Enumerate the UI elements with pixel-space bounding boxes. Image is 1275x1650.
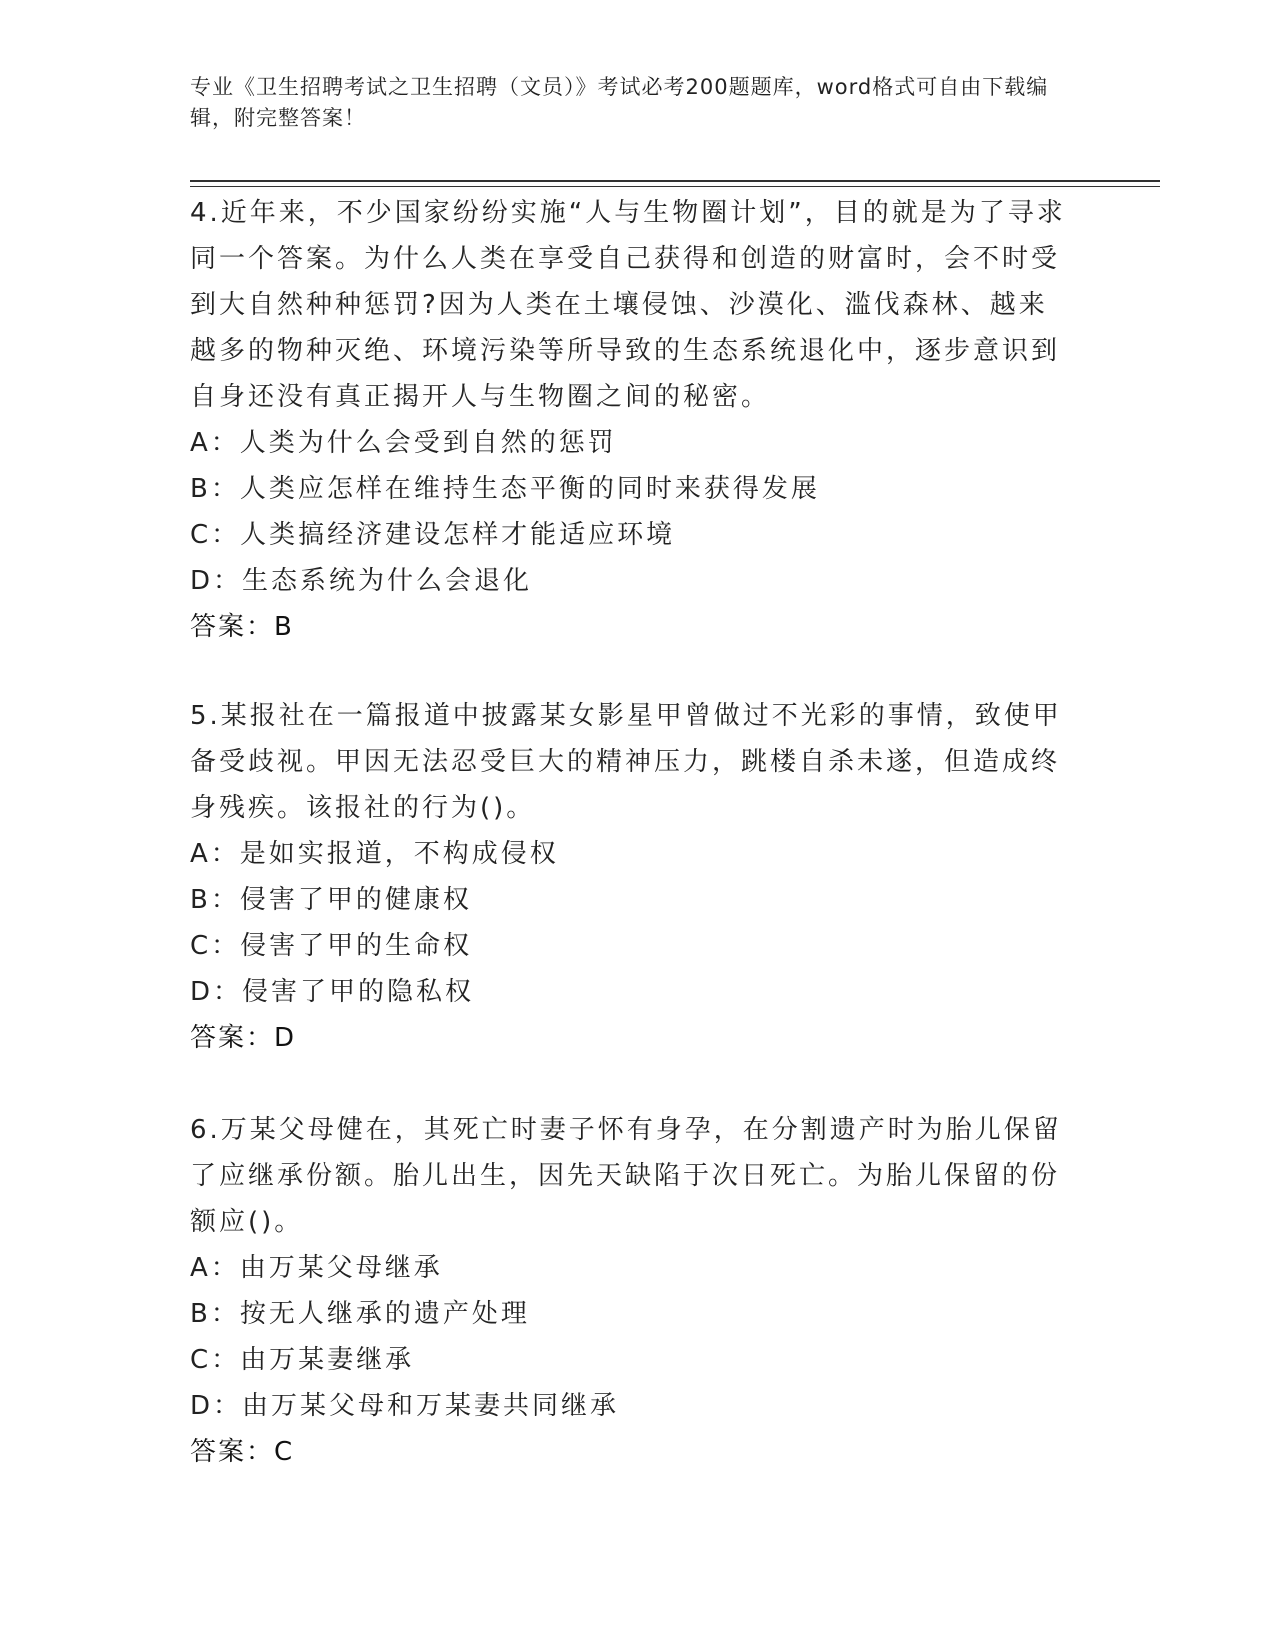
option-d: D：侵害了甲的隐私权 — [190, 977, 475, 1007]
answer-line: 答案：D — [190, 1023, 297, 1053]
header-divider-thick — [190, 180, 1160, 182]
option-a: A：由万某父母继承 — [190, 1253, 443, 1283]
option-a: A：是如实报道，不构成侵权 — [190, 839, 559, 869]
option-c: C：由万某妻继承 — [190, 1345, 415, 1375]
question-block — [190, 190, 1070, 650]
option-d: D：由万某父母和万某妻共同继承 — [190, 1391, 620, 1421]
option-b: B：按无人继承的遗产处理 — [190, 1299, 530, 1329]
question-block — [190, 1107, 1070, 1475]
option-d: D：生态系统为什么会退化 — [190, 566, 533, 596]
option-a: A：人类为什么会受到自然的惩罚 — [190, 428, 617, 458]
answer-line: 答案：C — [190, 1437, 295, 1467]
option-b: B：人类应怎样在维持生态平衡的同时来获得发展 — [190, 474, 820, 504]
question-stem: 4.近年来，不少国家纷纷实施“人与生物圈计划”，目的就是为了寻求同一个答案。为什么人类在享受自己获得和创造的财富时，会不时受到大自然种种惩罚?因为人类在土壤侵蚀、沙漠化、滥伐森林、越来越多的物种灭绝、环境污染等所导致的生态系统退化中，逐步意识到自身还没有真正揭开人与生物圈之间的秘密。 — [190, 198, 1066, 412]
question-stem: 6.万某父母健在，其死亡时妻子怀有身孕，在分割遗产时为胎儿保留了应继承份额。胎儿出生，因先天缺陷于次日死亡。为胎儿保留的份额应()。 — [190, 1115, 1062, 1237]
question-block — [190, 693, 1070, 1061]
header-divider-thin — [190, 186, 1160, 187]
answer-line: 答案：B — [190, 612, 294, 642]
question-stem: 5.某报社在一篇报道中披露某女影星甲曾做过不光彩的事情，致使甲备受歧视。甲因无法忍受巨大的精神压力，跳楼自杀未遂，但造成终身残疾。该报社的行为()。 — [190, 701, 1062, 823]
option-c: C：侵害了甲的生命权 — [190, 931, 473, 961]
document-header: 专业《卫生招聘考试之卫生招聘（文员）》考试必考200题题库，word格式可自由下载编辑，附完整答案！ — [190, 75, 1049, 130]
option-c: C：人类搞经济建设怎样才能适应环境 — [190, 520, 676, 550]
option-b: B：侵害了甲的健康权 — [190, 885, 472, 915]
